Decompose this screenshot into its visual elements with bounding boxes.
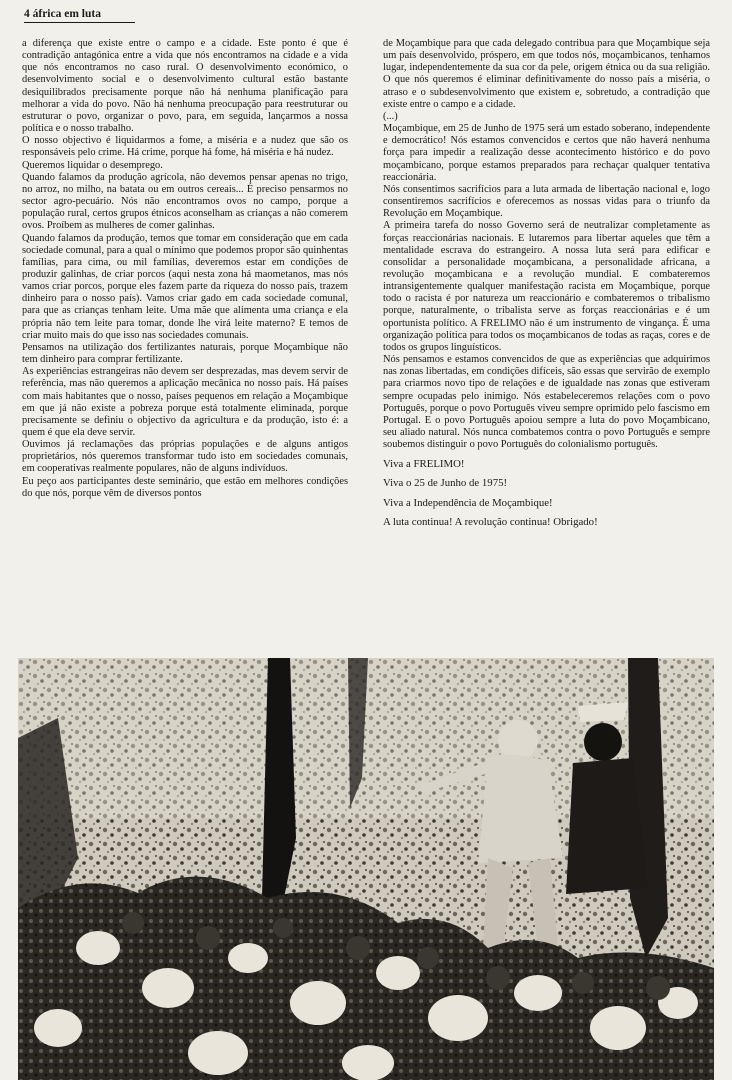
closing-slogans <box>383 458 710 528</box>
rally-photograph <box>18 658 714 1080</box>
right-text-column <box>383 38 710 535</box>
slogan-line: Viva o 25 de Junho de 1975! <box>383 477 508 490</box>
paragraph: Moçambique, em 25 de Junho de 1975 será um estado soberano, independente e democrático! Nós estamos convencidos e certos que não haverá nenhuma força para impedir a realização desse acontecimento histórico e do povo moçambicano, porque estamos preparados para rechaçar qualquer tentativa reaccionária. <box>383 123 710 183</box>
left-text-column <box>22 38 348 500</box>
paragraph: O nosso objectivo é liquidarmos a fome, a miséria e a nudez que são os responsáveis pelo crime. Há crime, porque há fome, há miséria e há nudez. <box>22 135 348 159</box>
paragraph: Ouvimos já reclamações das próprias populações e de alguns antigos proprietários, nós queremos transformar tudo isto em sociedades comunais, em cooperativas realmente populares, não de alguns indivíduos. <box>22 439 348 475</box>
paragraph: Nós pensamos e estamos convencidos de que as experiências que adquirimos nas zonas libertadas, em condições difíceis, são essas que servirão de exemplo para criarmos novo tipo de relações e de igualdade nas zonas que estiveram sempre ocupadas pelo inimigo. Nós estabeleceremos relações com o povo Português, porque o povo Português viveu sempre oprimido pelo fascismo em Portugal. E o povo Português apoiou sempre a luta do povo Moçambicano, seu aliado natural. Nós nunca combatemos contra o povo Português e sempre soubemos distinguir o povo Português do colonialismo português. <box>383 354 710 451</box>
paragraph: Eu peço aos participantes deste seminário, que estão em melhores condições do que nós, porque vêm de diversos pontos <box>22 475 348 499</box>
slogan-line: Viva a Independência de Moçambique! <box>383 496 553 509</box>
photo-illustration <box>18 658 714 1080</box>
paragraph: Queremos liquidar o desemprego. <box>22 159 163 171</box>
paragraph: a diferença que existe entre o campo e a cidade. Este ponto é que é contradição antagónica entre a vida que nós encontramos na cidade e a vida que nós encontramos no caso rural. O desenvolvimento económico, o desenvolvimento social e o desenvolvimento cultural estão bastante desiquilibrados precisamente porque não há nenhuma planificação para melhorar a vida do povo. Não há nenhuma preocupação para reestruturar ou estruturar o povo, organizar o povo, para, em seguida, lançarmos a nossa política e o nosso trabalho. <box>22 38 348 135</box>
paragraph: Pensamos na utilização dos fertilizantes naturais, porque Moçambique não tem dinheiro para comprar fertilizante. <box>22 341 348 366</box>
page-header: 4 áfrica em luta <box>24 6 135 23</box>
paragraph: A primeira tarefa do nosso Governo será de neutralizar completamente as forças reaccionárias nacionais. E lutaremos para libertar aqueles que têm a mentalidade escrava do estrangeiro. A nossa luta será para edificar e consolidar a personalidade moçambicana, a personalidade africana, a revolução moçambicana e a revolução mundial. E combateremos intransigentemente qualquer manifestação racista em Moçambique, porque todo o racista é por natureza um reaccionário e combateremos o tribalismo porque, naturalmente, o tribalista serve as forças reaccionárias e é um oportunista político. A FRELIMO não é um instrumento de vingança. É uma organização política para todos os moçambicanos de todas as raças, cores e de todos os grupos linguísticos. <box>383 220 710 353</box>
paragraph: As experiências estrangeiras não devem ser desprezadas, mas devem servir de referência, mas não queremos a aplicação mecânica no nosso país. Há países com mais habitantes que o nosso, países pequenos em relação a Moçambique em que já não existe a pobreza porque está totalmente eliminada, porque precisamente se definiu o objectivo da agricultura e da produção, isto é: a quem é que ela deve servir. <box>22 366 348 438</box>
paragraph: Nós consentimos sacrifícios para a luta armada de libertação nacional e, logo consentiremos sacrifícios e oferecemos as nossas vidas para o triunfo da Revolução em Moçambique. <box>383 183 710 220</box>
paragraph: (...) <box>383 110 398 122</box>
slogan-line: A luta continua! A revolução continua! Obrigado! <box>383 515 598 528</box>
paragraph: de Moçambique para que cada delegado contribua para que Moçambique seja um país desenvolvido, próspero, em que todos nós, moçambicanos, tenhamos lugar, independentemente da sua cor da pele, origem étnica ou da sua religião. O que nós queremos é eliminar definitivamente do nosso país a miséria, o atraso e o subdesenvolvimento que existem e, sobretudo, a contradição que existe entre o campo e a cidade. <box>383 38 710 110</box>
paragraph: Quando falamos da produção, temos que tomar em consideração que em cada sociedade comunal, para a qual o mínimo que podemos propor são quinhentas famílias, para cima, ou mil famílias, deveremos estar em condições de produzir galinhas, de criar porcos (aqui nesta zona há maometanos, mas nós vamos criar porcos, porque eles fazem parte da riqueza do nosso país, trazem dinheiro para o nosso país). Vamos criar gado em cada sociedade comunal, para que as crianças tenham leite. Uma mãe que alimenta uma criança e ela própria não tem leite para tomar, donde lhe virá leite materno? E temos de criar muito mais do que isso nas sociedades comunais. <box>22 232 348 341</box>
paragraph: Quando falamos da produção agrícola, não devemos pensar apenas no trigo, no arroz, no milho, na batata ou em outros cereais... É preciso pensarmos no sector agro-pecuário. Nós não encontramos ovos no campo, porque a população rural, certos grupos étnicos aconselham as crianças a não comerem ovos. Proíbem as mulheres de comer galinhas. <box>22 171 348 232</box>
slogan-line: Viva a FRELIMO! <box>383 458 465 471</box>
